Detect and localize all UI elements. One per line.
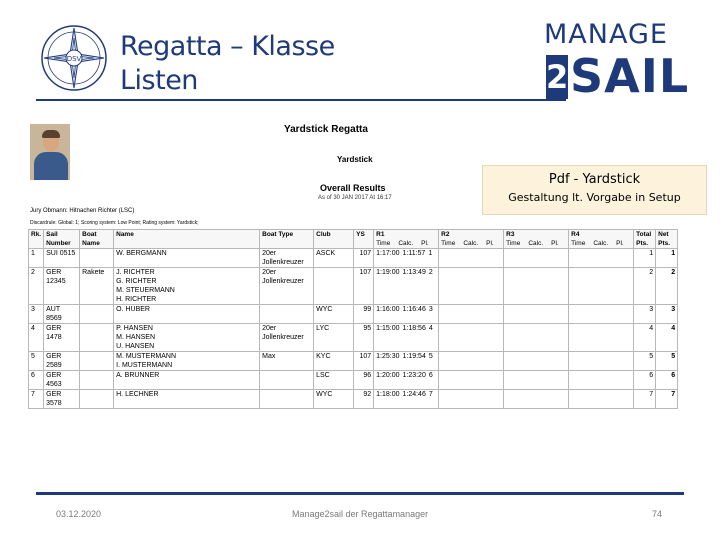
race-calc: 1:23:20 <box>402 372 426 379</box>
cell-net: 3 <box>656 305 678 324</box>
column-header <box>314 230 354 249</box>
race-subheader: Time <box>571 240 586 247</box>
cell-total: 4 <box>634 324 656 352</box>
cell-race-empty <box>569 249 634 268</box>
dsv-logo <box>40 24 108 92</box>
race-subheader: Calc. <box>398 240 414 247</box>
cell-race-empty <box>569 268 634 305</box>
column-header <box>354 230 374 249</box>
cell-race-empty <box>439 371 504 390</box>
race-subheader: Pl. <box>551 240 559 247</box>
cell-race-empty <box>439 352 504 371</box>
race-time: 1:19:00 <box>376 269 400 276</box>
title-line-2: Listen <box>120 65 198 96</box>
cell-rk: 4 <box>29 324 44 352</box>
race-pl: 3 <box>428 306 433 313</box>
race-pl: 1 <box>428 250 433 257</box>
crew-name: M. MUSTERMANN <box>116 353 177 360</box>
cell-rk: 5 <box>29 352 44 371</box>
crew-name: P. HANSEN <box>116 325 153 332</box>
race-pl: 2 <box>428 269 433 276</box>
table-row <box>29 305 678 324</box>
cell-names <box>114 268 260 305</box>
cell-sail: GER 4563 <box>44 371 80 390</box>
table-row <box>29 249 678 268</box>
race-time: 1:20:00 <box>376 372 400 379</box>
crew-name: M. HANSEN <box>116 334 156 341</box>
column-header <box>260 230 314 249</box>
race-subheader: Calc. <box>463 240 479 247</box>
cell-type: 20er Jollenkreuzer <box>260 324 314 352</box>
cell-rk: 7 <box>29 390 44 409</box>
results-header-row <box>29 230 678 249</box>
crew-name: M. STEUERMANN <box>116 287 175 294</box>
race-subheader: Pl. <box>486 240 494 247</box>
doc-subtitle: Yardstick <box>337 155 373 164</box>
cell-race-empty <box>504 352 569 371</box>
cell-ys: 99 <box>354 305 374 324</box>
cell-race-1 <box>374 305 439 324</box>
cell-race-1 <box>374 371 439 390</box>
column-header-label: Net Pts. <box>658 231 671 247</box>
cell-names <box>114 305 260 324</box>
cell-net: 5 <box>656 352 678 371</box>
cell-rk: 3 <box>29 305 44 324</box>
cell-type: 20er Jollenkreuzer <box>260 249 314 268</box>
race-subheader: Pl. <box>421 240 429 247</box>
column-header-label: Total Pts. <box>636 231 652 247</box>
cell-race-empty <box>504 268 569 305</box>
crew-name: O. HUBER <box>116 306 150 313</box>
doc-discard-rule: Discardrule: Global: 1; Scoring system: Low Point; Rating system: Yardstick; <box>30 220 199 226</box>
cell-total: 3 <box>634 305 656 324</box>
race-calc: 1:18:56 <box>402 325 426 332</box>
cell-boat: Rakete <box>80 268 114 305</box>
cell-type <box>260 390 314 409</box>
race-subheader: Pl. <box>616 240 624 247</box>
cell-type: 20er Jollenkreuzer <box>260 268 314 305</box>
cell-race-empty <box>439 324 504 352</box>
column-header-label: R3 <box>506 231 515 238</box>
table-row <box>29 352 678 371</box>
race-time: 1:17:00 <box>376 250 400 257</box>
column-header-label: Boat Type <box>262 231 294 238</box>
column-header <box>29 230 44 249</box>
cell-club: KYC <box>314 352 354 371</box>
crew-name: J. RICHTER <box>116 269 155 276</box>
cell-sail: AUT 8569 <box>44 305 80 324</box>
results-table <box>28 229 678 409</box>
manage2sail-logo <box>544 19 694 103</box>
cell-race-1 <box>374 324 439 352</box>
cell-race-empty <box>569 305 634 324</box>
cell-total: 5 <box>634 352 656 371</box>
brand-sail: SAIL <box>570 49 690 103</box>
column-header <box>374 230 439 249</box>
cell-boat <box>80 305 114 324</box>
cell-club: WYC <box>314 305 354 324</box>
race-subheader: Time <box>441 240 456 247</box>
cell-ys: 107 <box>354 352 374 371</box>
cell-sail: GER 2589 <box>44 352 80 371</box>
cell-club <box>314 268 354 305</box>
crew-name: H. LECHNER <box>116 391 159 398</box>
cell-net: 7 <box>656 390 678 409</box>
cell-club: WYC <box>314 390 354 409</box>
cell-race-empty <box>569 371 634 390</box>
cell-names <box>114 390 260 409</box>
race-subheader: Time <box>506 240 521 247</box>
column-header-label: R1 <box>376 231 385 238</box>
cell-total: 1 <box>634 249 656 268</box>
cell-net: 4 <box>656 324 678 352</box>
cell-sail: GER 1478 <box>44 324 80 352</box>
race-subheader: Time <box>376 240 391 247</box>
cell-club: ASCK <box>314 249 354 268</box>
crew-name: W. BERGMANN <box>116 250 167 257</box>
cell-race-1 <box>374 390 439 409</box>
cell-type <box>260 371 314 390</box>
race-pl: 4 <box>428 325 433 332</box>
cell-race-empty <box>569 352 634 371</box>
race-time: 1:25:30 <box>376 353 400 360</box>
title-line-1: Regatta – Klasse <box>120 31 335 62</box>
crew-name: I. MUSTERMANN <box>116 362 173 369</box>
race-subheader: Calc. <box>593 240 609 247</box>
callout-box <box>482 165 707 215</box>
cell-net: 1 <box>656 249 678 268</box>
doc-results-title: Overall Results <box>320 183 386 193</box>
cell-rk: 6 <box>29 371 44 390</box>
cell-race-empty <box>504 390 569 409</box>
column-header-label: Sail Number <box>46 231 71 247</box>
cell-race-empty <box>504 305 569 324</box>
header-divider <box>36 99 566 101</box>
column-header <box>656 230 678 249</box>
footer-divider <box>36 492 684 495</box>
race-subheader: Calc. <box>528 240 544 247</box>
column-header-label: Boat Name <box>82 231 100 247</box>
race-calc: 1:19:54 <box>402 353 426 360</box>
column-header <box>114 230 260 249</box>
table-row <box>29 324 678 352</box>
cell-sail: GER 3578 <box>44 390 80 409</box>
cell-sail: GER 12345 <box>44 268 80 305</box>
cell-race-empty <box>504 371 569 390</box>
cell-race-1 <box>374 352 439 371</box>
callout-title: Pdf - Yardstick <box>548 172 641 187</box>
cell-net: 2 <box>656 268 678 305</box>
page-number: 74 <box>652 509 663 519</box>
table-row <box>29 390 678 409</box>
cell-boat <box>80 249 114 268</box>
table-row <box>29 268 678 305</box>
cell-race-empty <box>439 249 504 268</box>
column-header-label: R4 <box>571 231 580 238</box>
doc-as-of: As of 30 JAN 2017 At 16:17 <box>318 195 392 201</box>
column-header-label: Club <box>316 231 331 238</box>
column-header <box>80 230 114 249</box>
crew-name: A. BRUNNER <box>116 372 160 379</box>
cell-race-1 <box>374 249 439 268</box>
doc-jury: Jury Obmann: Hitnachen Richter (LSC) <box>30 208 135 214</box>
cell-ys: 92 <box>354 390 374 409</box>
cell-club: LYC <box>314 324 354 352</box>
crew-name: G. RICHTER <box>116 278 157 285</box>
cell-net: 6 <box>656 371 678 390</box>
cell-names <box>114 371 260 390</box>
column-header-label: Rk. <box>31 231 42 238</box>
cell-club: LSC <box>314 371 354 390</box>
race-calc: 1:24:46 <box>402 391 426 398</box>
cell-ys: 96 <box>354 371 374 390</box>
cell-boat <box>80 371 114 390</box>
column-header <box>44 230 80 249</box>
cell-race-empty <box>439 305 504 324</box>
cell-ys: 107 <box>354 249 374 268</box>
table-row <box>29 371 678 390</box>
cell-sail: SUI 0515 <box>44 249 80 268</box>
column-header-label: Name <box>116 231 134 238</box>
callout-subtitle: Gestaltung lt. Vorgabe in Setup <box>508 191 681 204</box>
column-header-label: R2 <box>441 231 450 238</box>
cell-boat <box>80 324 114 352</box>
column-header <box>504 230 569 249</box>
cell-type <box>260 305 314 324</box>
cell-names <box>114 352 260 371</box>
page-title <box>120 30 335 98</box>
race-calc: 1:16:46 <box>402 306 426 313</box>
sailor-photo <box>30 124 70 180</box>
race-calc: 1:11:57 <box>402 250 426 257</box>
cell-race-empty <box>504 324 569 352</box>
cell-names <box>114 249 260 268</box>
cell-total: 2 <box>634 268 656 305</box>
cell-names <box>114 324 260 352</box>
cell-ys: 107 <box>354 268 374 305</box>
cell-ys: 95 <box>354 324 374 352</box>
column-header-label: YS <box>356 231 365 238</box>
cell-race-empty <box>439 268 504 305</box>
race-time: 1:15:00 <box>376 325 400 332</box>
cell-rk: 1 <box>29 249 44 268</box>
brand-manage: MANAGE <box>544 19 668 50</box>
brand-two: 2 <box>546 55 568 99</box>
cell-race-empty <box>439 390 504 409</box>
cell-rk: 2 <box>29 268 44 305</box>
column-header <box>439 230 504 249</box>
cell-race-empty <box>504 249 569 268</box>
cell-race-1 <box>374 268 439 305</box>
race-pl: 6 <box>428 372 433 379</box>
race-calc: 1:13:49 <box>402 269 426 276</box>
race-time: 1:16:00 <box>376 306 400 313</box>
cell-race-empty <box>569 324 634 352</box>
cell-boat <box>80 352 114 371</box>
cell-race-empty <box>569 390 634 409</box>
cell-total: 6 <box>634 371 656 390</box>
race-time: 1:18:00 <box>376 391 400 398</box>
svg-text:DSV: DSV <box>66 55 82 63</box>
footer-caption: Manage2sail der Regattamanager <box>292 509 429 519</box>
race-pl: 7 <box>428 391 433 398</box>
cell-total: 7 <box>634 390 656 409</box>
cell-type: Max <box>260 352 314 371</box>
column-header <box>634 230 656 249</box>
crew-name: H. RICHTER <box>116 296 157 303</box>
cell-boat <box>80 390 114 409</box>
crew-name: U. HANSEN <box>116 343 155 350</box>
column-header <box>569 230 634 249</box>
doc-title: Yardstick Regatta <box>284 124 368 135</box>
footer-date: 03.12.2020 <box>56 509 102 519</box>
race-pl: 5 <box>428 353 433 360</box>
